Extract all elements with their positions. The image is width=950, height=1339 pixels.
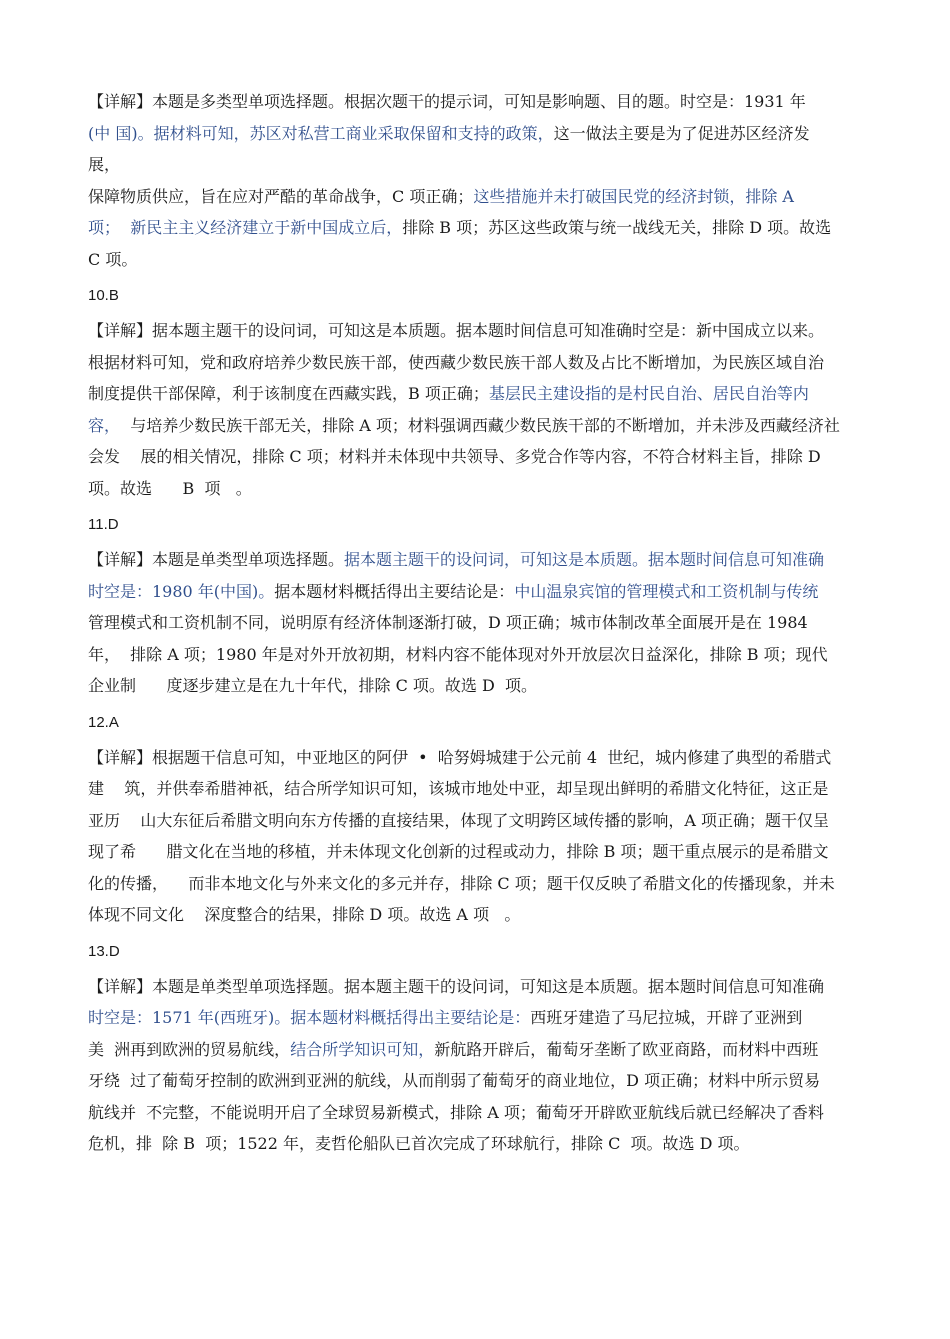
text-line [88,441,872,473]
text-line [88,1065,872,1097]
text-line [88,315,872,347]
body-text: 【详解】本题是单类型单项选择题。 [88,550,345,569]
text-line [88,212,872,244]
highlighted-text: 这些措施并未打破国民党的经济封锁，排除 A [473,186,794,206]
text-line [88,899,872,931]
answer-explanation-9 [88,86,872,275]
answer-explanation-12 [88,742,872,931]
body-text: 年， 排除 A 项；1980 年是对外开放初期，材料内容不能体现对外开放层次日益深化，排除 B 项；现代 [88,644,828,664]
highlighted-text: 时空是：1980 年(中国)。 [88,581,275,601]
text-line [88,1002,872,1034]
text-line [88,1097,872,1129]
body-text: C 项。 [88,249,138,269]
text-line [88,868,872,900]
question-number-10: 10.B [88,287,119,304]
body-text: 体现不同文化 深度整合的结果，排除 D 项。故选 A 项 。 [88,905,521,924]
highlighted-text: 基层民主建设指的是村民自治、居民自治等内 [488,384,809,403]
highlighted-text: 时空是：1571 年(西班牙)。据本题材料概括得出主要结论是： [88,1008,531,1027]
body-text: 现了希 腊文化在当地的移植，并未体现文化创新的过程或动力，排除 B 项；题干重点展示的是希腊文 [88,842,829,861]
text-line [88,86,872,118]
body-text: 牙绕 过了葡萄牙控制的欧洲到亚洲的航线，从而削弱了葡萄牙的商业地位，D 项正确；材料中所示贸易 [88,1071,821,1090]
body-text: 【详解】据本题主题干的设问词，可知这是本质题。据本题时间信息可知准确时空是：新中国成立以来。 [88,321,825,340]
highlighted-text: 结合所学知识可知， [290,1039,435,1059]
body-text: 与培养少数民族干部无关，排除 A 项；材料强调西藏少数民族干部的不断增加，并未涉及西藏经济社 [120,415,840,435]
body-text: 亚历 山大东征后希腊文明向东方传播的直接结果，体现了文明跨区域传播的影响，A 项正确；题干仅呈 [88,810,829,830]
document-page [88,86,872,1160]
question-number-11: 11.D [88,516,119,533]
question-number-12: 12.A [88,713,119,731]
body-text: 新航路开辟后，葡萄牙垄断了欧亚商路，而材料中西班 [434,1039,819,1059]
text-line [88,836,872,868]
text-line [88,181,872,213]
text-line [88,378,872,410]
text-line [88,1034,872,1066]
text-line [88,118,872,150]
highlighted-text: (中 国)。据材料可知，苏区对私营工商业采取保留和支持的政策， [88,123,554,143]
text-line [88,971,872,1003]
answer-explanation-11 [88,544,872,702]
text-line [88,149,872,181]
body-text: 美 洲再到欧洲的贸易航线， [88,1039,291,1059]
body-text: 西班牙建造了马尼拉城，开辟了亚洲到 [530,1008,803,1027]
text-line [88,544,872,576]
text-line [88,773,872,805]
body-text: 管理模式和工资机制不同，说明原有经济体制逐渐打破，D 项正确；城市体制改革全面展开是在 1984 [88,613,808,632]
body-text: 航线并 不完整，不能说明开启了全球贸易新模式，排除 A 项；葡萄牙开辟欧亚航线后就已经解决了香料 [88,1102,824,1122]
text-line [88,244,872,276]
text-line [88,1128,872,1160]
body-text: 会发 展的相关情况，排除 C 项；材料并未体现中共领导、多党合作等内容，不符合材料主旨，排除 D [88,447,821,466]
body-text: 项。故选 B 项 。 [88,478,252,498]
body-text: 【详解】本题是单类型单项选择题。据本题主题干的设问词，可知这是本质题。据本题时间信息可知准确 [88,976,825,996]
body-text: 这一做法主要是为了促进苏区经济发 [553,123,810,143]
body-text: 【详解】根据题干信息可知，中亚地区的阿伊 • 哈努姆城建于公元前 4 世纪，城内修建了典型的希腊式 [88,747,832,767]
text-line [88,742,872,774]
text-line [88,670,872,702]
highlighted-text: 据本题主题干的设问词，可知这是本质题。据本题时间信息可知准确 [344,550,825,569]
text-line [88,607,872,639]
body-text: 保障物质供应，旨在应对严酷的革命战争，C 项正确； [88,186,474,206]
body-text: 制度提供干部保障，利于该制度在西藏实践，B 项正确； [88,384,489,403]
body-text: 企业制 度逐步建立是在九十年代，排除 C 项。故选 D 项。 [88,676,538,695]
text-line [88,576,872,608]
body-text: 据本题材料概括得出主要结论是： [274,581,515,601]
body-text: 危机，排 除 B 项；1522 年，麦哲伦船队已首次完成了环球航行，排除 C 项。故选 D 项。 [88,1134,750,1153]
body-text: 根据材料可知，党和政府培养少数民族干部，使西藏少数民族干部人数及占比不断增加，为民族区域自治 [88,352,825,372]
answer-explanation-10 [88,315,872,504]
text-line [88,473,872,505]
body-text: 排除 B 项；苏区这些政策与统一战线无关，排除 D 项。故选 [402,218,832,237]
text-line [88,410,872,442]
highlighted-text: 中山温泉宾馆的管理模式和工资机制与传统 [514,581,819,601]
highlighted-text: 容， [88,415,121,435]
text-line [88,805,872,837]
body-text: 建 筑，并供奉希腊神祇，结合所学知识可知，该城市地处中亚，却呈现出鲜明的希腊文化特征，这正是 [88,779,829,798]
text-line [88,347,872,379]
answer-explanation-13 [88,971,872,1160]
text-line [88,639,872,671]
highlighted-text: 新民主主义经济建立于新中国成立后， [120,218,403,237]
question-number-13: 13.D [88,942,120,960]
highlighted-text: 项； [88,218,121,237]
body-text: 【详解】本题是多类型单项选择题。根据次题干的提示词，可知是影响题、目的题。时空是：1931 年 [88,92,806,111]
body-text: 展， [88,155,121,174]
body-text: 化的传播， 而非本地文化与外来文化的多元并存，排除 C 项；题干仅反映了希腊文化的传播现象，并未 [88,873,835,893]
